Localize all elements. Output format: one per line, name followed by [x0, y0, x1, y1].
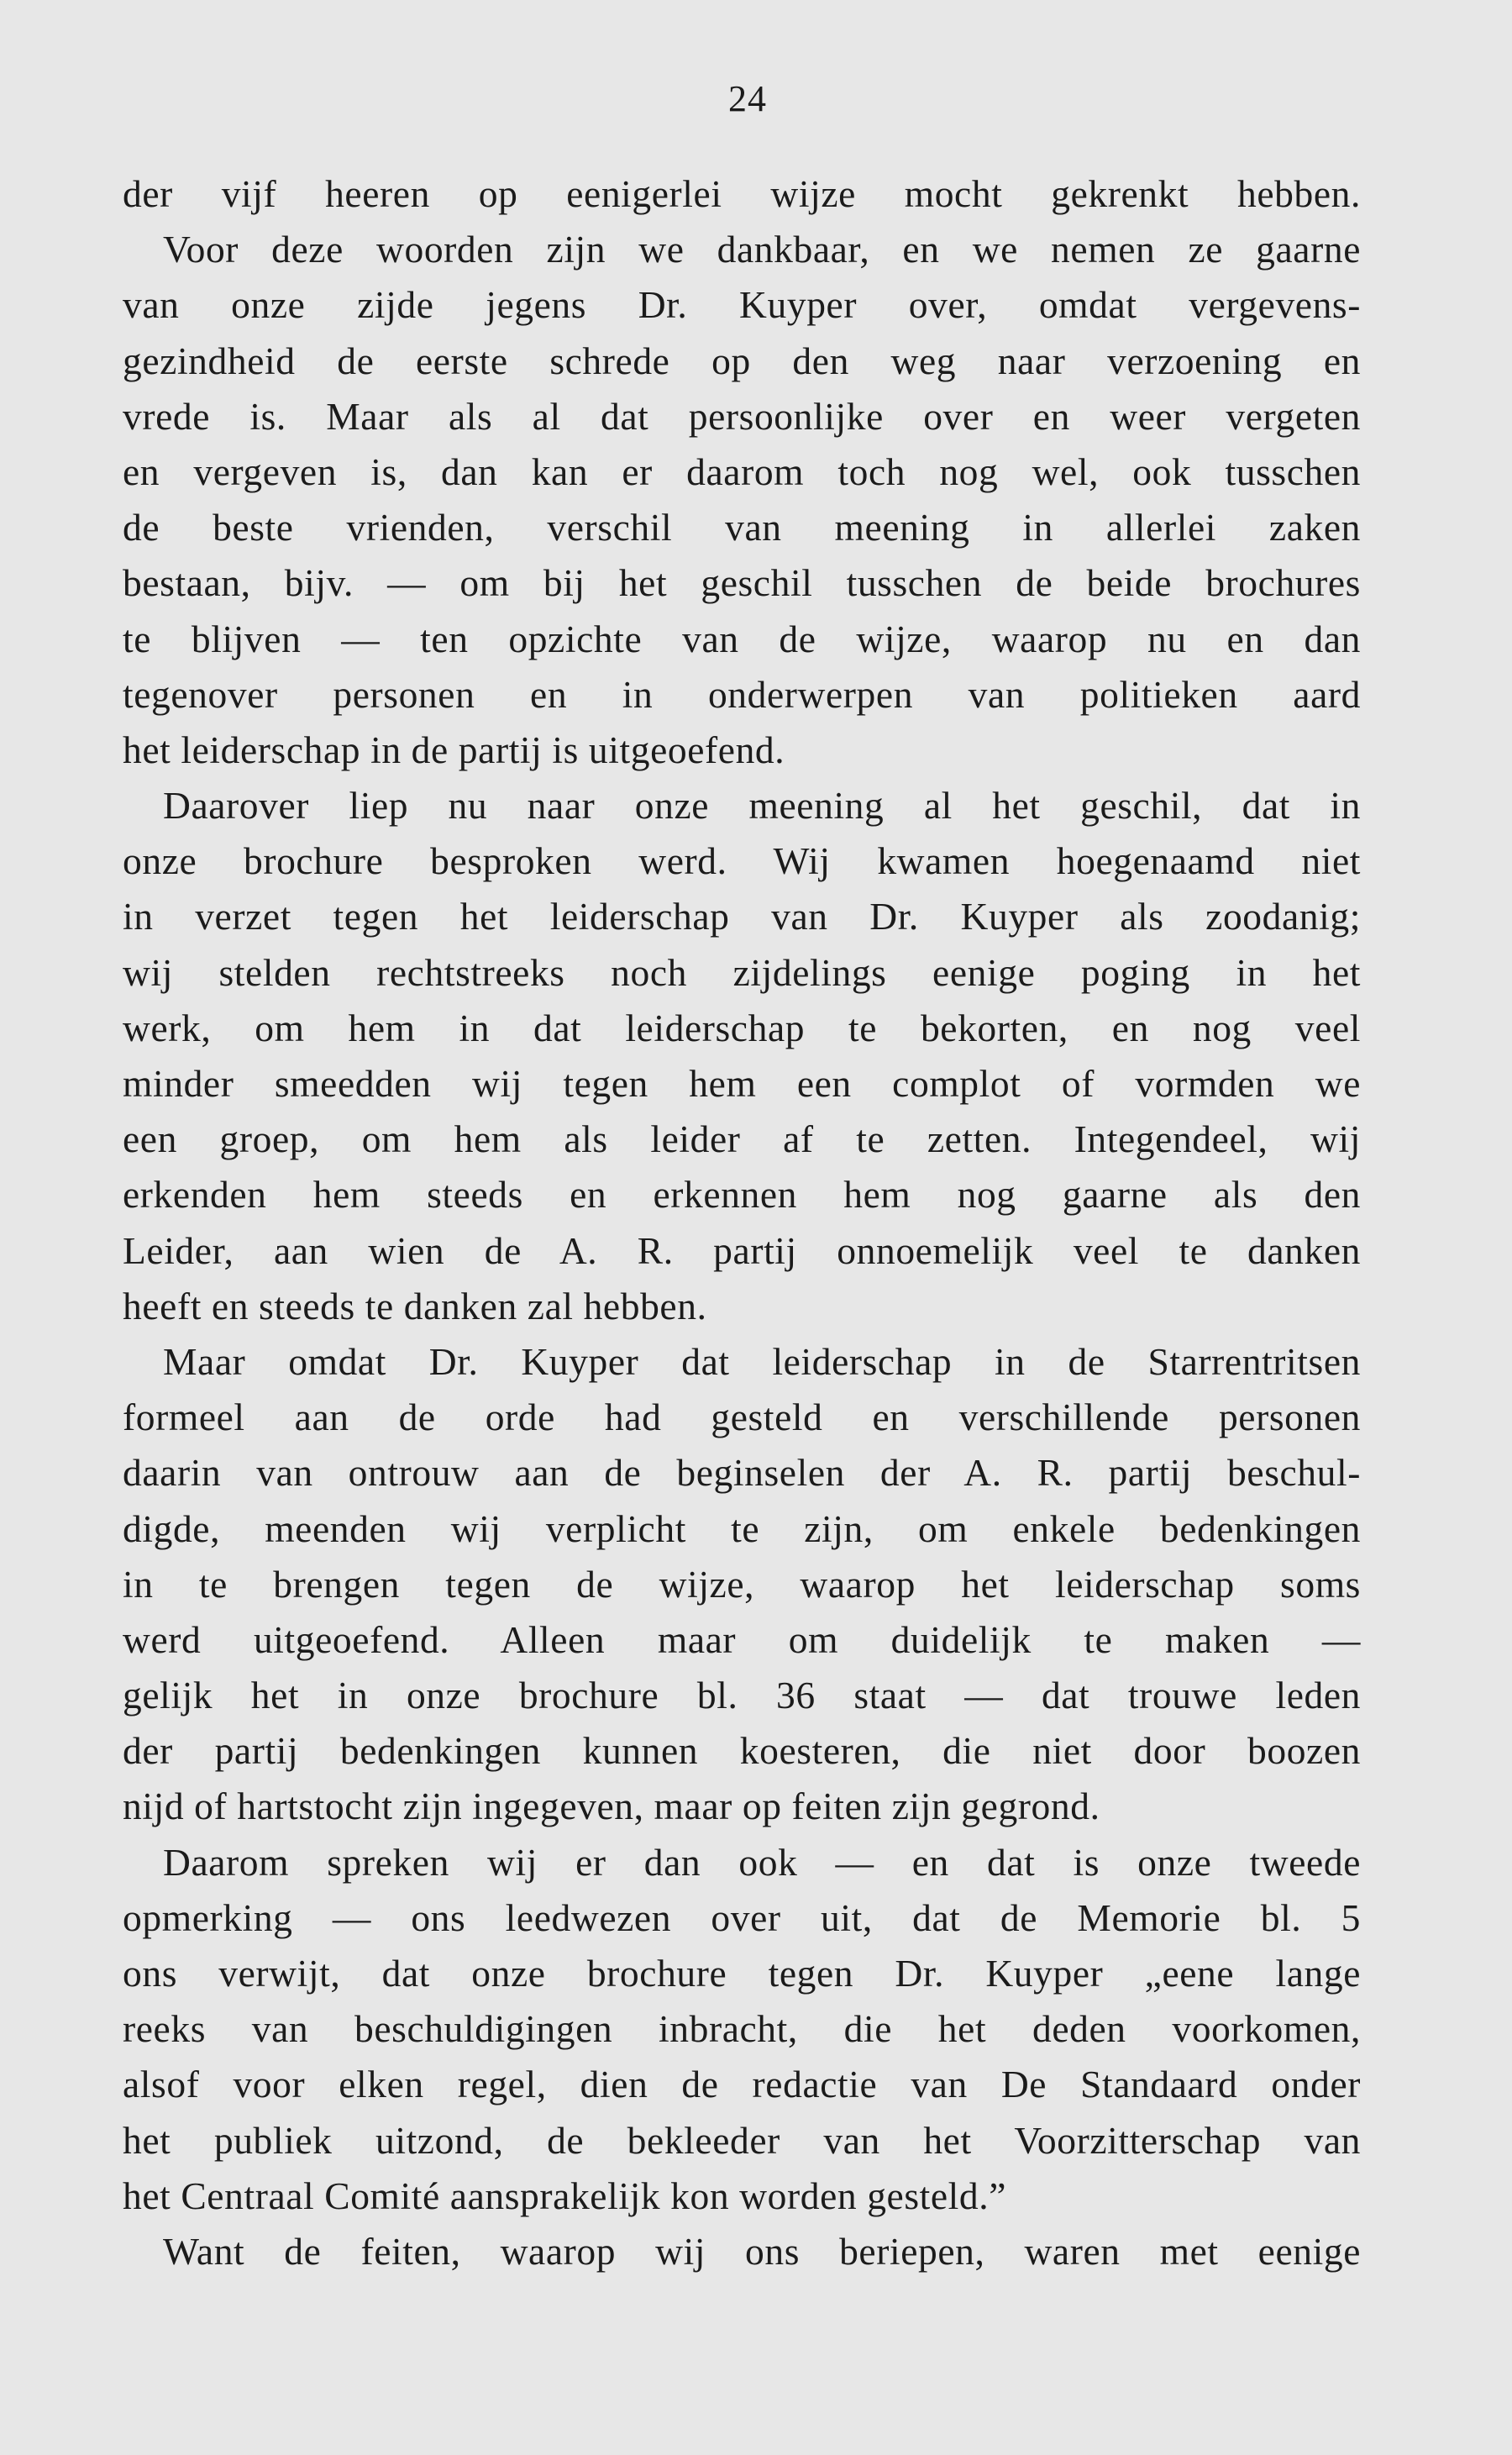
- text-line: gelijk het in onze brochure bl. 36 staat — dat trouwe leden: [123, 1674, 1361, 1717]
- text-line: nijd of hartstocht zijn ingegeven, maar op feiten zijn gegrond.: [123, 1785, 1100, 1828]
- text-line: vrede is. Maar als al dat persoonlijke over en weer vergeten: [123, 394, 1361, 438]
- text-line: werd uitgeoefend. Alleen maar om duidelijk te maken —: [123, 1617, 1361, 1661]
- text-line: de beste vrienden, verschil van meening in allerlei zaken: [123, 506, 1361, 549]
- text-line: minder smeedden wij tegen hem een complot of vormden we: [123, 1062, 1361, 1105]
- text-line: onze brochure besproken werd. Wij kwamen hoegenaamd niet: [123, 839, 1361, 883]
- text-line: ons verwijt, dat onze brochure tegen Dr. Kuyper „eene lange: [123, 1952, 1361, 1995]
- text-line: Daarom spreken wij er dan ook — en dat is onze tweede: [163, 1840, 1361, 1884]
- text-line: der partij bedenkingen kunnen koesteren, die niet door boozen: [123, 1729, 1361, 1773]
- text-line: tegenover personen en in onderwerpen van politieken aard: [123, 672, 1361, 716]
- text-line: in te brengen tegen de wijze, waarop het leiderschap soms: [123, 1562, 1361, 1606]
- page-number: 24: [728, 78, 767, 119]
- text-line: alsof voor elken regel, dien de redactie van De Standaard onder: [123, 2063, 1361, 2106]
- text-line: Voor deze woorden zijn we dankbaar, en we nemen ze gaarne: [163, 228, 1361, 271]
- text-line: daarin van ontrouw aan de beginselen der A. R. partij beschul-: [123, 1451, 1361, 1495]
- text-line: Daarover liep nu naar onze meening al het geschil, dat in: [163, 784, 1361, 828]
- text-line: te blijven — ten opzichte van de wijze, waarop nu en dan: [123, 617, 1361, 660]
- text-line: wij stelden rechtstreeks noch zijdelings eenige poging in het: [123, 950, 1361, 994]
- text-line: van onze zijde jegens Dr. Kuyper over, omdat vergevens-: [123, 283, 1361, 327]
- text-line: een groep, om hem als leider af te zetten. Integendeel, wij: [123, 1117, 1361, 1161]
- text-line: het publiek uitzond, de bekleeder van het Voorzitterschap van: [123, 2118, 1361, 2162]
- text-line: der vijf heeren op eenigerlei wijze mocht gekrenkt hebben.: [123, 172, 1361, 215]
- text-line: digde, meenden wij verplicht te zijn, om enkele bedenkingen: [123, 1506, 1361, 1550]
- text-line: Maar omdat Dr. Kuyper dat leiderschap in de Starrentritsen: [163, 1339, 1361, 1383]
- text-line: het Centraal Comité aansprakelijk kon worden gesteld.”: [123, 2174, 1007, 2217]
- body-text: [123, 166, 1361, 2279]
- text-line: bestaan, bijv. — om bij het geschil tusschen de beide brochures: [123, 561, 1361, 605]
- text-line: Leider, aan wien de A. R. partij onnoemelijk veel te danken: [123, 1228, 1361, 1272]
- text-line: Want de feiten, waarop wij ons beriepen, waren met eenige: [163, 2229, 1361, 2273]
- text-line: opmerking — ons leedwezen over uit, dat de Memorie bl. 5: [123, 1895, 1361, 1939]
- text-line: gezindheid de eerste schrede op den weg naar verzoening en: [123, 339, 1361, 382]
- text-line: erkenden hem steeds en erkennen hem nog gaarne als den: [123, 1173, 1361, 1217]
- text-line: in verzet tegen het leiderschap van Dr. Kuyper als zoodanig;: [123, 895, 1361, 938]
- text-line: reeks van beschuldigingen inbracht, die het deden voorkomen,: [123, 2007, 1361, 2051]
- text-line: formeel aan de orde had gesteld en verschillende personen: [123, 1396, 1361, 1439]
- text-line: en vergeven is, dan kan er daarom toch nog wel, ook tusschen: [123, 449, 1361, 493]
- text-line: werk, om hem in dat leiderschap te bekorten, en nog veel: [123, 1006, 1361, 1049]
- text-line: heeft en steeds te danken zal hebben.: [123, 1284, 707, 1327]
- text-line: het leiderschap in de partij is uitgeoefend.: [123, 728, 785, 771]
